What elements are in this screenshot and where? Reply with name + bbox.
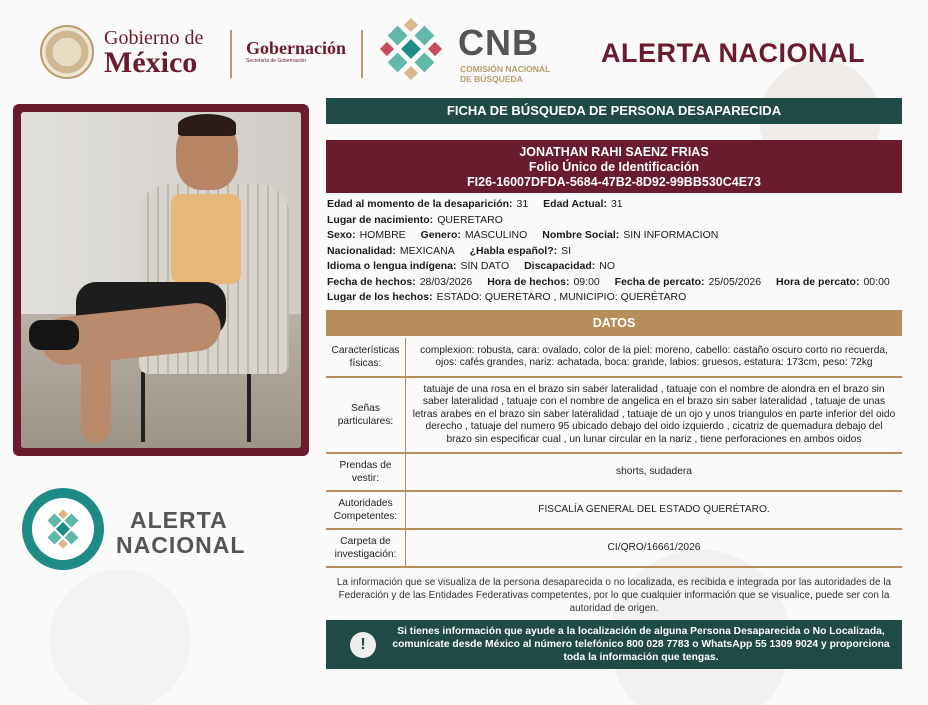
folio-label: Folio Único de Identificación: [528, 160, 700, 174]
datos-label: Señas particulares:: [326, 378, 406, 452]
cnb-subtitle-line2: DE BÚSQUEDA: [460, 74, 523, 84]
header-divider: [361, 30, 363, 78]
cnb-logo-icon: [378, 16, 444, 82]
nacionalidad-label: Nacionalidad:: [327, 244, 396, 257]
lugar-hechos-value: ESTADO: QUERETARO , MUNICIPIO: QUERÉTARO: [436, 291, 687, 303]
gobierno-line1: Gobierno de: [104, 27, 204, 49]
alerta-nacional-logo-text: [116, 508, 245, 558]
cnb-subtitle-line1: COMISIÓN NACIONAL: [460, 64, 551, 74]
datos-label: Carpeta de investigación:: [326, 530, 406, 566]
hora-hechos-label: Hora de hechos:: [487, 275, 570, 288]
person-name: JONATHAN RAHI SAENZ FRIAS: [519, 145, 709, 159]
sexo-label: Sexo:: [327, 229, 356, 241]
edad-desaparicion-label: Edad al momento de la desaparición:: [327, 198, 513, 210]
datos-label: Características físicas:: [326, 338, 406, 376]
edad-actual-value: 31: [610, 198, 623, 210]
hora-percato-label: Hora de percato:: [776, 275, 860, 288]
cnb-subtitle: [460, 64, 550, 84]
alert-icon: !: [350, 632, 376, 658]
person-name-box: [326, 140, 902, 193]
datos-label: Autoridades Competentes:: [326, 492, 406, 528]
lugar-hechos-label: Lugar de los hechos:: [327, 291, 433, 303]
folio-value: FI26-16007DFDA-5684-47B2-8D92-99BB530C4E73: [467, 175, 761, 189]
hora-percato-value: 00:00: [863, 275, 890, 288]
fecha-hechos-value: 28/03/2026: [419, 275, 473, 288]
help-text: Si tienes información que ayude a la localización de alguna Persona Desaparecida o No Localizada, comunícate desde México al número telefónico 800 028 7783 o WhatsApp 55 1309 9024 y proporciona toda la información que tengas.: [392, 626, 890, 663]
header-divider: [230, 30, 232, 78]
discapacidad-label: Discapacidad:: [524, 260, 596, 272]
habla-espanol-value: SI: [561, 244, 572, 257]
nombre-social-label: Nombre Social:: [542, 229, 620, 241]
idioma-label: Idioma o lengua indígena:: [327, 260, 457, 272]
edad-desaparicion-value: 31: [516, 198, 529, 210]
help-contact-box: [326, 620, 902, 669]
gobierno-de-mexico-logo: [104, 28, 203, 78]
datos-row-autoridades: [326, 492, 902, 530]
lugar-nacimiento-label: Lugar de nacimiento:: [327, 213, 434, 226]
datos-label: Prendas de vestir:: [326, 454, 406, 490]
fecha-percato-value: 25/05/2026: [708, 275, 762, 288]
person-photo-frame: [13, 104, 309, 456]
person-info: [327, 197, 907, 306]
alerta-nacional-logo-icon: [22, 488, 104, 570]
edad-actual-label: Edad Actual:: [543, 198, 607, 210]
alerta-nacional-title: ALERTA NACIONAL: [601, 38, 865, 68]
nacionalidad-value: MEXICANA: [399, 244, 455, 257]
datos-row-carpeta: [326, 530, 902, 568]
fecha-hechos-label: Fecha de hechos:: [327, 275, 416, 288]
datos-row-caracteristicas: [326, 338, 902, 378]
fecha-percato-label: Fecha de percato:: [614, 275, 705, 288]
nombre-social-value: SIN INFORMACION: [623, 229, 719, 241]
datos-value: FISCALÍA GENERAL DEL ESTADO QUERÉTARO.: [538, 503, 770, 515]
person-photo: [21, 112, 301, 448]
alerta-logo-line1: ALERTA: [130, 507, 228, 533]
genero-label: Genero:: [420, 229, 461, 241]
header: [0, 0, 928, 98]
discapacidad-value: NO: [599, 260, 616, 272]
gobernacion-logo: Gobernación: [246, 38, 347, 58]
datos-value: complexion: robusta, cara: ovalado, color de la piel: moreno, cabello: castaño oscuro corto no recuerda, ojos: cafés grandes, nariz: achatada, boca: grande, labios: gruesos, estatura: 173cm, peso: 72kg: [420, 344, 888, 368]
hora-hechos-value: 09:00: [573, 275, 600, 288]
gobernacion-subtitle: Secretaría de Gobernación: [246, 58, 307, 64]
ficha-title-bar: FICHA DE BÚSQUEDA DE PERSONA DESAPARECIDA: [326, 98, 902, 124]
genero-value: MASCULINO: [464, 229, 528, 241]
habla-espanol-label: ¿Habla español?:: [469, 244, 558, 257]
datos-row-senas: [326, 378, 902, 454]
cnb-title: CNB: [458, 22, 539, 63]
datos-value: tatuaje de una rosa en el brazo sin saber lateralidad , tatuaje con el nombre de alondra en el brazo sin saber lateralidad , tatuaje con el nombre de angelica en el brazo sin saber lateralidad , tatuaje de unas letras arabes en el brazo sin saber lateralidad , tatuaje de un ojo y unos triangulos en parte inferior del oido derecho , tatuaje del numero 95 ubicado debajo del oido izquierdo , cicatriz de quemadura debajo del brazo sin especificar cual , un lunar circular en la nariz , tiene perforaciones en ambos oidos: [412, 383, 896, 445]
idioma-value: SIN DATO: [460, 260, 510, 272]
datos-title-bar: DATOS: [326, 310, 902, 336]
disclaimer-text: La información que se visualiza de la persona desaparecida o no localizada, es recibida e integrada por las autoridades de la Federación y de las Entidades Federativas competentes, por lo que cualquier información que se visualice, puede ser con la autoridad de origen.: [336, 577, 892, 614]
datos-value: CI/QRO/16661/2026: [607, 541, 701, 553]
gobierno-line2: México: [104, 46, 198, 79]
sexo-value: HOMBRE: [359, 229, 406, 241]
datos-value: shorts, sudadera: [616, 465, 692, 477]
mexico-seal-icon: [40, 25, 94, 79]
datos-row-prendas: [326, 454, 902, 492]
lugar-nacimiento-value: QUERETARO: [437, 213, 503, 226]
alerta-logo-line2: NACIONAL: [116, 532, 246, 558]
